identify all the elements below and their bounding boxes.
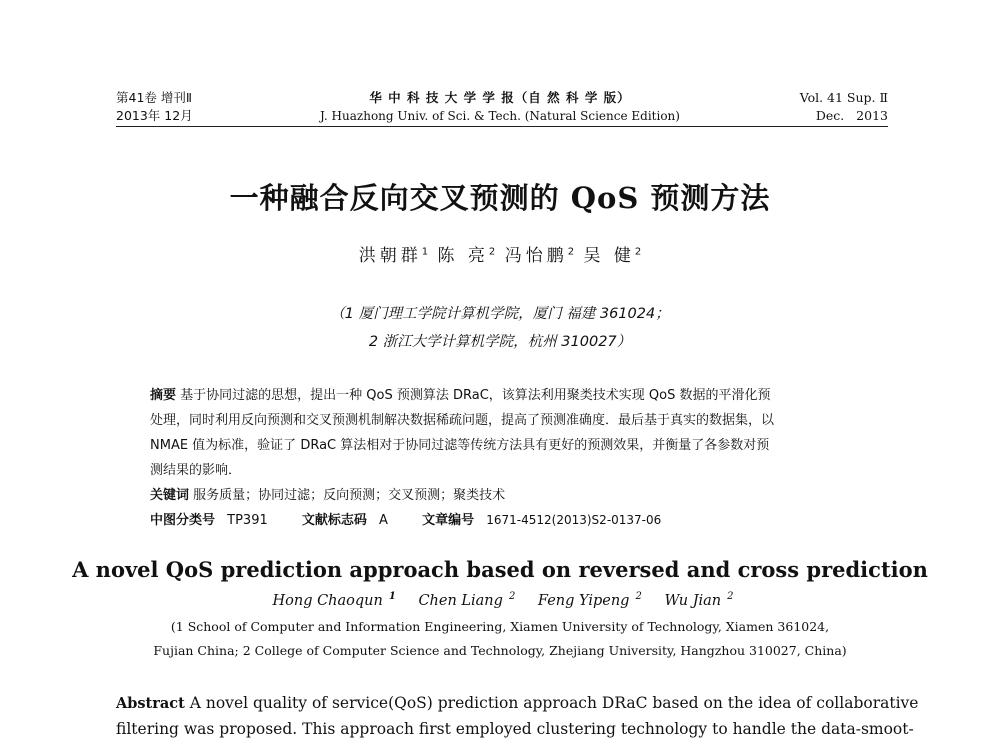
clc-value: TP391	[227, 513, 268, 528]
author-cn-sup: 2	[488, 246, 496, 258]
clc-label: 中图分类号	[150, 513, 216, 528]
title-cn-part2: 预测方法	[650, 181, 771, 215]
abstract-en-label: Abstract	[116, 695, 185, 712]
author-cn-name: 陈 亮	[437, 246, 489, 266]
author-en-name: Wu Jian	[664, 592, 722, 609]
doc-code-label: 文献标志码	[301, 513, 367, 528]
abstract-en-text: A novel quality of service(QoS) prediction approach DRaC based on the idea of collaborative	[189, 694, 919, 712]
author-en-sup: 2	[727, 591, 734, 602]
affiliation-cn-line: 2 浙江大学计算机学院，杭州 310027）	[368, 334, 632, 350]
abstract-cn-text: 基于协同过滤的思想，提出一种 QoS 预测算法 DRaC，该算法利用聚类技术实现 QoS 数据的平滑化预	[180, 388, 771, 403]
affiliation-en-line: Fujian China; 2 College of Computer Science and Technology, Zhejiang University, Hangzhou 310027, China)	[153, 643, 847, 658]
title-cn-qos: QoS	[570, 181, 640, 215]
keywords-cn	[150, 484, 505, 503]
author-cn-sup: 1	[421, 246, 429, 258]
classification-line	[150, 509, 661, 528]
author-en-sup: 1	[388, 591, 396, 602]
affiliation-en-line: (1 School of Computer and Information Engineering, Xiamen University of Technology, Xiamen 361024,	[170, 619, 830, 634]
author-en-name: Hong Chaoqun	[272, 592, 383, 609]
author-cn-name: 洪朝群	[358, 246, 422, 266]
authors-cn	[0, 241, 1000, 266]
header-date-cn: 2013年 12月	[116, 108, 193, 123]
author-en-sup: 2	[508, 591, 516, 602]
author-cn-sup: 2	[634, 246, 642, 258]
header-volume-en: Vol. 41 Sup. Ⅱ	[799, 90, 888, 105]
authors-en	[0, 591, 1000, 609]
author-cn-sup: 2	[567, 246, 575, 258]
header-journal-en: J. Huazhong Univ. of Sci. & Tech. (Natural Science Edition)	[320, 109, 680, 123]
affiliation-cn-line: （1 厦门理工学院计算机学院，厦门 福建 361024；	[330, 306, 670, 322]
header-volume-issue: 第41卷 增刊Ⅱ	[116, 90, 193, 105]
page-title-cn	[0, 176, 1000, 217]
keywords-cn-label: 关键词	[150, 488, 190, 503]
title-cn-part1: 一种融合反向交叉预测的	[229, 181, 560, 215]
abstract-cn-label: 摘要	[150, 388, 177, 403]
header-rule	[116, 126, 888, 127]
keywords-cn-text: 服务质量；协同过滤；反向预测；交叉预测；聚类技术	[193, 488, 506, 503]
article-number-value: 1671-4512(2013)S2-0137-06	[486, 513, 662, 527]
abstract-cn-line: NMAE 值为标准，验证了 DRaC 算法相对于协同过滤等传统方法具有更好的预测效果，并衡量了各参数对预	[150, 438, 770, 453]
abstract-cn-line: 处理，同时利用反向预测和交叉预测机制解决数据稀疏问题，提高了预测准确度．最后基于真实的数据集，以	[150, 413, 775, 428]
author-en-name: Chen Liang	[418, 592, 503, 609]
abstract-cn-line	[150, 384, 771, 403]
header-journal-cn: 华 中 科 技 大 学 学 报（自 然 科 学 版）	[369, 90, 631, 105]
doc-code-value: A	[379, 513, 388, 528]
abstract-en-line: filtering was proposed. This approach first employed clustering technology to handle the data-smoot-	[116, 720, 914, 738]
article-number-label: 文章编号	[422, 513, 475, 528]
author-cn-name: 吴 健	[583, 246, 635, 266]
author-en-name: Feng Yipeng	[537, 592, 630, 609]
author-en-sup: 2	[635, 591, 642, 602]
abstract-cn-line: 测结果的影响．	[150, 463, 242, 478]
header-date-en: Dec. 2013	[815, 108, 888, 123]
page-title-en: A novel QoS prediction approach based on reversed and cross prediction	[72, 557, 928, 582]
author-cn-name: 冯怡鹏	[504, 246, 568, 266]
abstract-en-line	[116, 694, 918, 712]
